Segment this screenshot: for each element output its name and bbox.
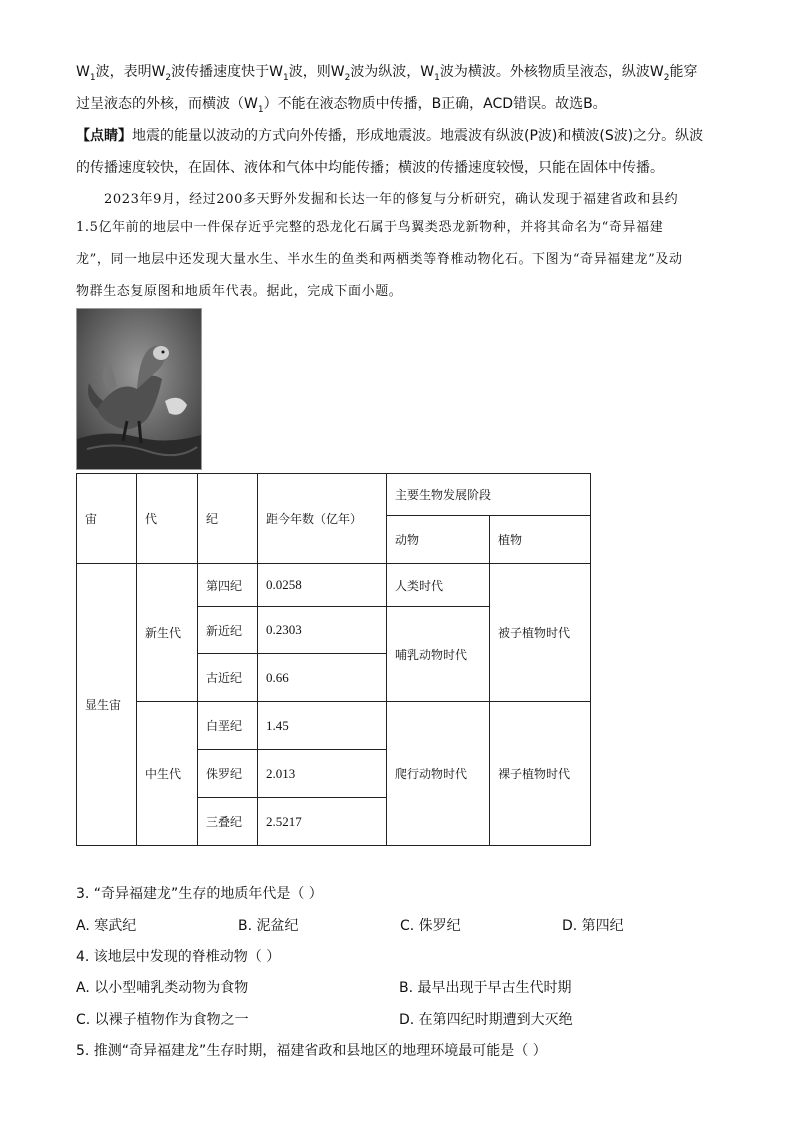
years-cell: 0.66 [258, 654, 387, 702]
plant-gymnosperm: 裸子植物时代 [490, 702, 591, 846]
era-cenozoic: 新生代 [137, 564, 198, 702]
q4-option-b[interactable]: B. 最早出现于早古生代时期 [399, 980, 572, 996]
q3-option-d[interactable]: D. 第四纪 [562, 918, 624, 934]
answer-line-2: 过呈液态的外核，而横波$(W_1)$不能在液态物质中传播，B正确，ACD错误。故选B。 [76, 96, 607, 115]
header-years: 距今年数（亿年） [258, 474, 387, 564]
geologic-time-table [76, 473, 591, 846]
dinosaur-illustration [77, 309, 201, 469]
material-line-2: 1.5亿年前的地层中一件保存近乎完整的恐龙化石属于鸟翼类恐龙新物种，并将其命名为“奇异福建 [76, 220, 664, 235]
period-cell: 白垩纪 [198, 702, 258, 750]
q3-option-a[interactable]: A. 寒武纪 [76, 918, 137, 934]
years-cell: 0.0258 [258, 564, 387, 607]
q4-option-a[interactable]: A. 以小型哺乳类动物为食物 [76, 980, 249, 996]
material-line-3: 龙”，同一地层中还发现大量水生、半水生的鱼类和两栖类等脊椎动物化石。下图为“奇异福建龙”及动 [76, 252, 683, 267]
eon-cell: 显生宙 [77, 564, 137, 846]
header-eon: 宙 [77, 474, 137, 564]
years-cell: 2.5217 [258, 798, 387, 846]
dinosaur-reconstruction-image [76, 308, 202, 470]
period-cell: 侏罗纪 [198, 750, 258, 798]
q3-option-c[interactable]: C. 侏罗纪 [400, 918, 461, 934]
question-3-stem: 3. “奇异福建龙”生存的地质年代是（ ） [76, 886, 323, 902]
dianjing-line-1: 【点睛】地震的能量以波动的方式向外传播，形成地震波。地震波有纵波(P波)和横波(S波)之分。纵波 [76, 128, 704, 144]
period-cell: 新近纪 [198, 607, 258, 654]
animal-human: 人类时代 [387, 564, 490, 607]
q4-option-c[interactable]: C. 以裸子植物作为食物之一 [76, 1012, 249, 1028]
header-plant: 植物 [490, 516, 591, 564]
header-era: 代 [137, 474, 198, 564]
period-cell: 三叠纪 [198, 798, 258, 846]
years-cell: 2.013 [258, 750, 387, 798]
question-5-stem: 5. 推测“奇异福建龙”生存时期，福建省政和县地区的地理环境最可能是（ ） [76, 1043, 547, 1059]
dianjing-line-2: 的传播速度较快，在固体、液体和气体中均能传播；横波的传播速度较慢，只能在固体中传播。 [76, 160, 664, 176]
q3-option-b[interactable]: B. 泥盆纪 [238, 918, 299, 934]
period-cell: 古近纪 [198, 654, 258, 702]
years-cell: 1.45 [258, 702, 387, 750]
plant-angiosperm: 被子植物时代 [490, 564, 591, 702]
animal-reptile: 爬行动物时代 [387, 702, 490, 846]
years-cell: 0.2303 [258, 607, 387, 654]
q4-option-d[interactable]: D. 在第四纪时期遭到大灭绝 [399, 1012, 573, 1028]
material-line-4: 物群生态复原图和地质年代表。据此，完成下面小题。 [76, 284, 403, 299]
material-line-1: 2023年9月，经过200多天野外发掘和长达一年的修复与分析研究，确认发现于福建省政和县约 [104, 192, 679, 207]
header-stage: 主要生物发展阶段 [387, 474, 591, 516]
period-cell: 第四纪 [198, 564, 258, 607]
question-4-stem: 4. 该地层中发现的脊椎动物（ ） [76, 949, 281, 965]
era-mesozoic: 中生代 [137, 702, 198, 846]
dianjing-label: 【点睛】 [76, 128, 132, 144]
animal-mammal: 哺乳动物时代 [387, 607, 490, 702]
header-period: 纪 [198, 474, 258, 564]
answer-line-1: $W_1$波，表明$W_2$波传播速度快于$W_1$波，则$W_2$波为纵波，$W_1$波为横波。外核物质呈液态，纵波$W_2$能穿 [76, 64, 698, 83]
header-animal: 动物 [387, 516, 490, 564]
